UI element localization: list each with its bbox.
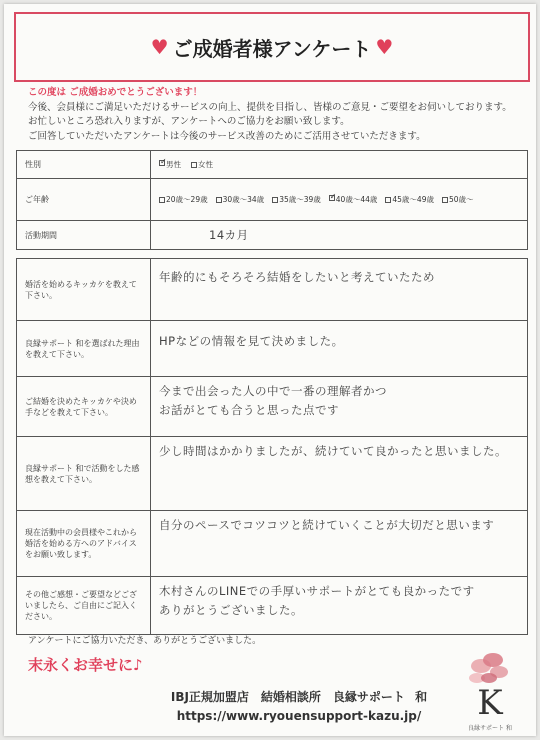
answer-field[interactable]: [151, 321, 528, 377]
questions-table: [16, 258, 528, 635]
answer-field[interactable]: [151, 511, 528, 577]
answer-line: ありがとうございました。: [159, 603, 303, 617]
profile-table: [16, 150, 528, 250]
checkbox-checked[interactable]: [159, 160, 165, 166]
intro-text: [28, 86, 528, 144]
survey-sheet: [4, 4, 536, 736]
congrats-line: この度は ご成婚おめでとうございます！: [28, 87, 203, 98]
checkbox[interactable]: [272, 197, 278, 203]
website-link[interactable]: https://www.ryouensupport-kazu.jp/: [176, 709, 422, 723]
answer-field[interactable]: [151, 259, 528, 321]
age-option[interactable]: 30歳～34歳: [216, 194, 265, 205]
answer-line: 木村さんのLINEでの手厚いサポートがとても良かったです: [159, 584, 475, 598]
intro-line: お忙しいところ恐れ入りますが、アンケートへのご協力をお願い致します。: [28, 116, 350, 127]
answer-line: お話がとても合うと思った点です: [159, 403, 339, 417]
heart-icon: ♥: [375, 35, 394, 59]
question-label: 現在活動中の会員様やこれから婚活を始める方へのアドバイスをお願い致します。: [17, 511, 151, 577]
gender-option[interactable]: 女性: [191, 159, 213, 170]
answer-field[interactable]: [151, 577, 528, 635]
svg-text:良縁サポート 和: 良縁サポート 和: [468, 725, 512, 732]
answer-line: 自分のペースでコツコツと続けていくことが大切だと思います: [159, 518, 495, 532]
question-label: ご結婚を決めたキッカケや決め手などを教えて下さい。: [17, 377, 151, 437]
age-options: [151, 179, 528, 221]
age-option[interactable]: 35歳～39歳: [272, 194, 321, 205]
checkbox[interactable]: [191, 162, 197, 168]
answer-line: 年齢的にもそろそろ結婚をしたいと考えていたため: [159, 270, 435, 284]
title-box: [14, 12, 530, 82]
checkbox[interactable]: [216, 197, 222, 203]
intro-line: ご回答していただいたアンケートは今後のサービス改善のためにご活用させていただきます。: [28, 130, 426, 142]
period-field[interactable]: [151, 221, 528, 250]
store-name: IBJ正規加盟店 結婚相談所 良縁サポート 和: [170, 690, 428, 704]
answer-line: 今まで出会った人の中で一番の理解者かつ: [159, 384, 387, 398]
age-option[interactable]: 20歳～29歳: [159, 194, 208, 205]
answer-line: HPなどの情報を見て決めました。: [159, 334, 344, 348]
gender-option[interactable]: ✓ 男性: [159, 159, 181, 170]
checkbox[interactable]: [159, 197, 165, 203]
answer-field[interactable]: [151, 377, 528, 437]
gender-label: 性別: [17, 151, 151, 179]
checkbox[interactable]: [385, 197, 391, 203]
answer-field[interactable]: [151, 437, 528, 511]
gender-options: [151, 151, 528, 179]
period-value: 14カ月: [209, 227, 249, 242]
question-label: その他ご感想・ご要望などございましたら、ご自由にご記入ください。: [17, 577, 151, 635]
heart-icon: ♥: [150, 35, 169, 59]
question-label: 良縁サポート 和で活動をした感想を教えて下さい。: [17, 437, 151, 511]
answer-line: 少し時間はかかりましたが、続けていて良かったと思いました。: [159, 444, 507, 458]
intro-line: 今後、会員様にご満足いただけるサービスの向上、提供を目指し、皆様のご意見・ご要望をお伺いしております。: [28, 101, 512, 113]
thanks-text: アンケートにご協力いただき、ありがとうございました。: [28, 636, 262, 646]
age-option[interactable]: ✓ 40歳～44歳: [329, 194, 378, 205]
question-label: 婚活を始めるキッカケを教えて下さい。: [17, 259, 151, 321]
page-title: ご成婚者様アンケート: [172, 36, 372, 61]
wish-text: 末永くお幸せに♪: [28, 656, 143, 674]
age-label: ご年齢: [17, 179, 151, 221]
age-option[interactable]: 45歳～49歳: [385, 194, 434, 205]
age-option[interactable]: 50歳～: [442, 194, 474, 205]
question-label: 良縁サポート 和を選ばれた理由を教えて下さい。: [17, 321, 151, 377]
svg-text:K: K: [477, 683, 503, 723]
period-label: 活動期間: [17, 221, 151, 250]
checkbox-checked[interactable]: [329, 195, 335, 201]
checkbox[interactable]: [442, 197, 448, 203]
brand-logo: [459, 644, 521, 734]
